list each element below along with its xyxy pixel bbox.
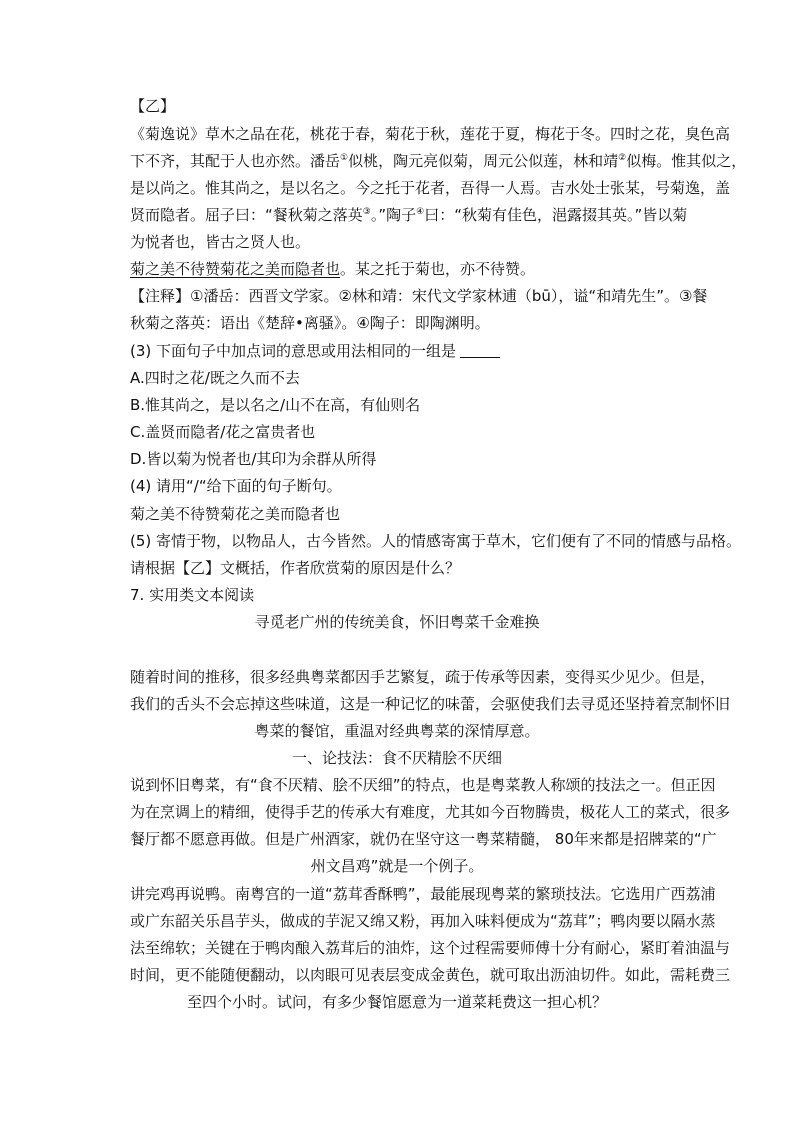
question-5-line-2: 请根据【乙】文概括，作者欣赏菊的原因是什么？ [130, 559, 461, 577]
intro-line-1: 随着时间的推移，很多经典粤菜都因手艺繁复，疏于传承等因素，变得买少见少。但是， [130, 668, 716, 686]
section-2-line-2: 或广东韶关乐昌芋头，做成的芋泥又绵又粉，再加入味料便成为“荔茸”；鸭肉要以隔水蒸 [130, 912, 716, 930]
passage-line-6: 菊之美不待赞菊花之美而隐者也。某之托于菊也，亦不待赞。 [130, 260, 536, 278]
notes-line-2: 秋菊之落英：语出《楚辞•离骚》。④陶子：即陶渊明。 [130, 314, 490, 332]
option-d: D.皆以菊为悦者也/其印为余群从所得 [130, 450, 377, 468]
answer-blank [460, 343, 500, 358]
passage-line-1: 《菊逸说》草木之品在花，桃花于春，菊花于秋，莲花于夏，梅花于冬。四时之花，臭色高 [130, 125, 731, 143]
section-2-line-1: 讲完鸡再说鸭。南粤宫的一道“荔茸香酥鸭”，最能展现粤菜的繁琐技法。它选用广西荔浦 [130, 885, 716, 903]
question-4: (4) 请用“/“给下面的句子断句。 [130, 477, 342, 495]
section-1-line-2: 为在烹调上的精细，使得手艺的传承大有难度，尤其如今百物腾贵，极花人工的菜式，很多 [130, 803, 731, 821]
notes-line-1: 【注释】①潘岳：西晋文学家。②林和靖：宋代文学家林逋（bū），谥“和靖先生”。③餐 [130, 287, 708, 305]
intro-line-2: 我们的舌头不会忘掉这些味道，这是一种记忆的味蕾，会驱使我们去寻觅还坚持着烹制怀旧 [130, 695, 731, 713]
subheading-1: 一、论技法：食不厌精脍不厌细 [291, 749, 502, 767]
section-2-line-3: 法至绵软；关键在于鸭肉酿入荔茸后的油炸，这个过程需要师傅十分有耐心，紧盯着油温与 [130, 939, 731, 957]
section-1-line-3: 餐厅都不愿意再做。但是广州酒家，就仍在坚守这一粤菜精髓， 80年来都是招牌菜的“广 [130, 830, 717, 848]
passage-line-3: 是以尚之。惟其尚之，是以名之。今之托于花者，吾得一人焉。吉水处士张某，号菊逸，盖 [130, 179, 731, 197]
question-3: (3) 下面句子中加点词的意思或用法相同的一组是 [130, 341, 500, 361]
underlined-sentence: 菊之美不待赞菊花之美而隐者也 [130, 260, 341, 278]
footnote-marker-2: ② [618, 153, 627, 163]
passage-line-4: 贤而隐者。屈子曰：“餐秋菊之落英③。”陶子④曰：“秋菊有佳色，浥露掇其英。”皆以菊 [130, 206, 688, 224]
option-a: A.四时之花/既之久而不去 [130, 369, 300, 387]
passage-line-5: 为悦者也，皆古之贤人也。 [130, 233, 311, 251]
footnote-marker-1: ① [340, 153, 349, 163]
section-1-line-1: 说到怀旧粤菜，有“食不厌精、脍不厌细”的特点，也是粤菜教人称颂的技法之一。但正因 [130, 776, 716, 794]
option-c: C.盖贤而隐者/花之富贵者也 [130, 423, 316, 441]
question-4-sentence: 菊之美不待赞菊花之美而隐者也 [130, 505, 341, 523]
article-title: 寻觅老广州的传统美食，怀旧粤菜千金难换 [254, 613, 540, 631]
section-2-line-5: 至四个小时。试问，有多少餐馆愿意为一道菜耗费这一担心机？ [186, 993, 607, 1011]
section-1-line-4: 州文昌鸡”就是一个例子。 [310, 857, 484, 875]
question-5-line-1: (5) 寄情于物，以物品人，古今皆然。人的情感寄寓于草木，它们便有了不同的情感与品格。 [130, 532, 742, 550]
footnote-marker-4: ④ [416, 207, 425, 217]
intro-line-3: 粤菜的餐馆，重温对经典粤菜的深情厚意。 [254, 722, 540, 740]
yi-heading: 【乙】 [130, 97, 176, 115]
section-7-label: 7. 实用类文本阅读 [130, 586, 255, 604]
section-2-line-4: 时间，更不能随便翻动，以肉眼可见表层变成金黄色，就可取出沥油切件。如此，需耗费三 [130, 966, 731, 984]
option-b: B.惟其尚之，是以名之/山不在高，有仙则名 [130, 396, 421, 414]
passage-line-2: 下不齐，其配于人也亦然。潘岳①似桃，陶元亮似菊，周元公似莲，林和靖②似梅。惟其似之， [130, 152, 747, 170]
footnote-marker-3: ③ [362, 207, 371, 217]
